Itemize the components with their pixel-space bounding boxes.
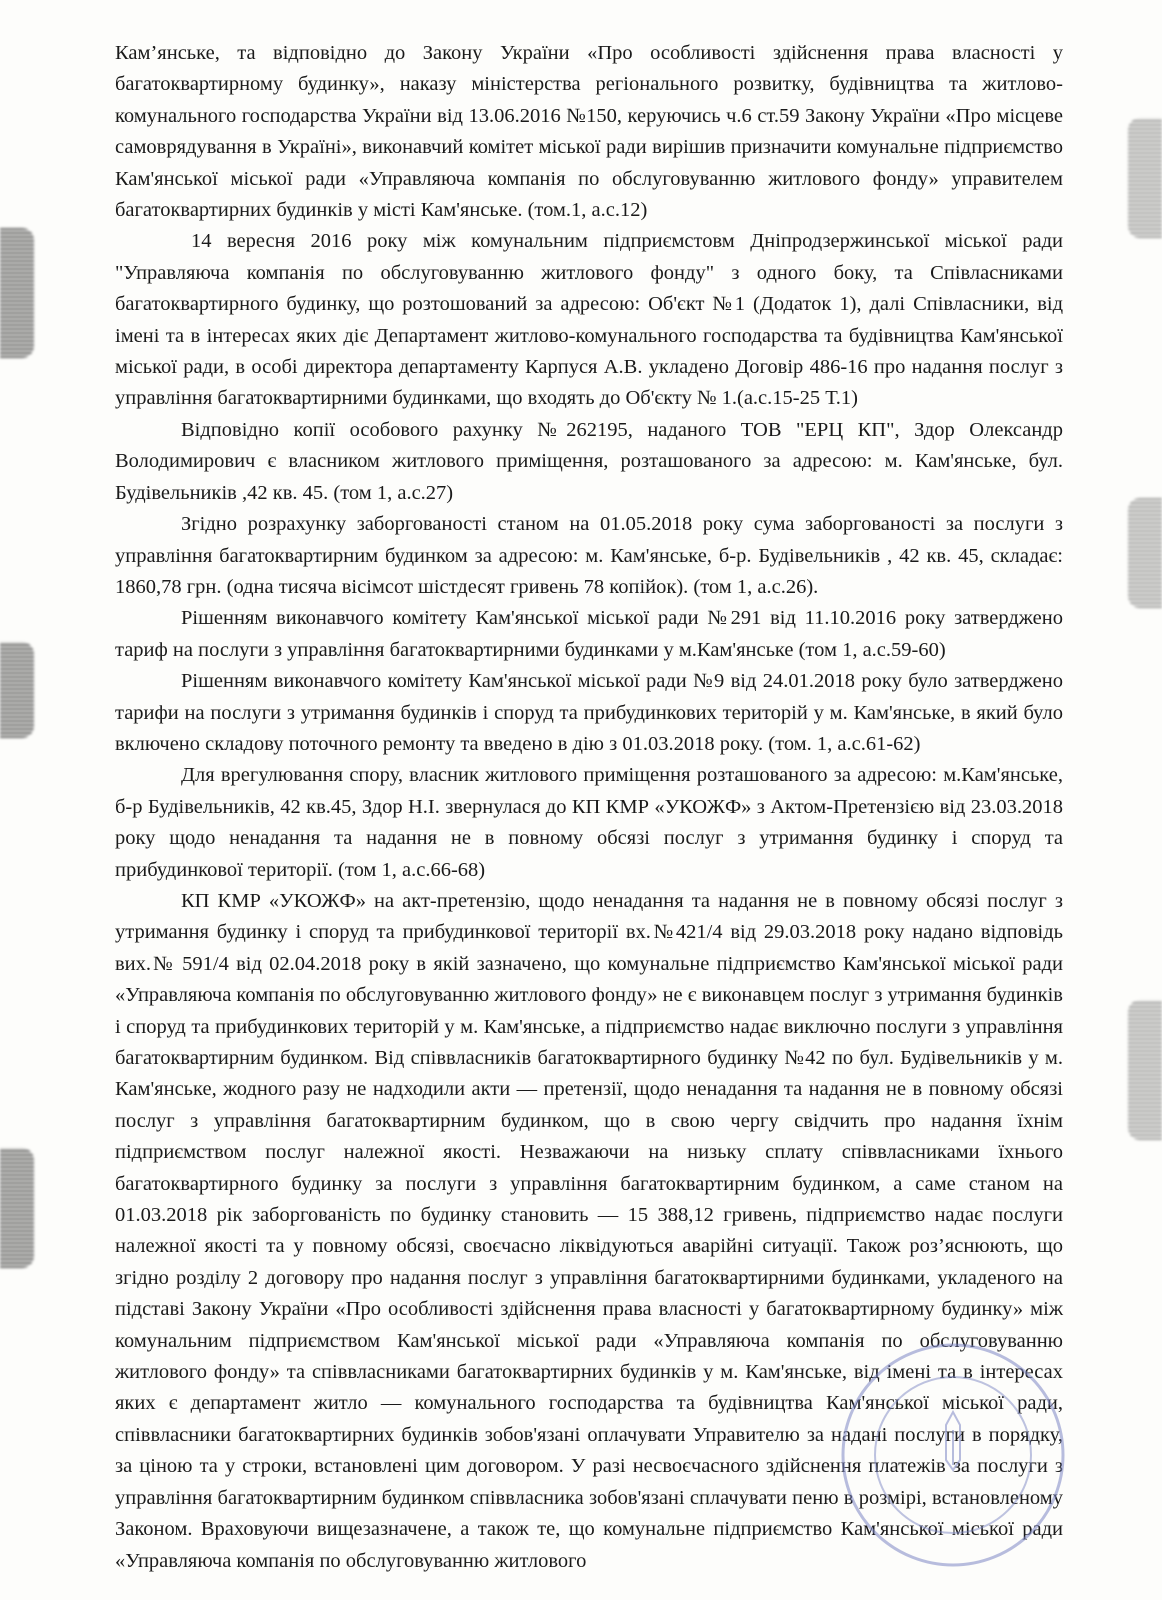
paragraph-5: Рішенням виконавчого комітету Кам'янської міської ради №291 від 11.10.2016 року затверджено тариф на послуги з управління багатоквартирними будинками у м.Кам'янське (том 1, а.с.59-60)	[115, 607, 1063, 661]
paragraph-7: Для врегулювання спору, власник житлового приміщення розташованого за адресою: м.Кам'янське, б-р Будівельників, 42 кв.45, Здор Н.І. звернулася до КП КМР «УКОЖФ» з Актом-Претензією від 23.03.2018 року щодо ненадання та надання не в повному обсязі послуг з утримання будинку і споруд та прибудинкової території. (том 1, а.с.66-68)	[115, 764, 1063, 881]
paragraph-2: 14 вересня 2016 року між комунальним підприємстовм Дніпродзержинської міської ради "Управляюча компанія по обслуговуванню житлового фонду" з одного боку, та Співласниками багатоквартирного будинку, що розтошований за адресою: Об'єкт №1 (Додаток 1), далі Співласники, від імені та в інтересах яких діє Департамент житлово-комунального господарства та будівництва Кам'янської міської ради, в особі директора департаменту Карпуся А.В. укладено Договір 486-16 про надання послуг з управління багатоквартирними будинками, що входять до Об'єкту № 1.(а.с.15-25 Т.1)	[115, 230, 1063, 410]
scan-shadow-right-3	[1128, 1000, 1162, 1140]
paragraph-1: Кам’янське, та відповідно до Закону України «Про особливості здійснення права власності у багатоквартирному будинку», наказу міністерства регіонального розвитку, будівництва та житлово-комунального господарства України від 13.06.2016 №150, керуючись ч.6 ст.59 Закону України «Про місцеве самоврядування в Україні», виконавчий комітет міської ради вирішив призначити комунальне підприємство Кам'янської міської ради «Управляюча компанія по обслуговуванню житлового фонду» управителем багатоквартирних будинків у місті Кам'янське. (том.1, а.с.12)	[115, 42, 1063, 222]
scan-shadow-left-2	[0, 642, 34, 738]
scan-shadow-left-1	[0, 228, 34, 358]
official-seal-stamp	[828, 1330, 1078, 1580]
paragraph-6: Рішенням виконавчого комітету Кам'янської міської ради №9 від 24.01.2018 року було затверджено тарифи на послуги з утримання будинків і споруд та прибудинкових територій у м. Кам'янське, в який було включено складову поточного ремонту та введено в дію з 01.03.2018 року. (том. 1, а.с.61-62)	[115, 670, 1063, 755]
scan-shadow-right-2	[1128, 498, 1162, 608]
paragraph-8: КП КМР «УКОЖФ» на акт-претензію, щодо ненадання та надання не в повному обсязі послуг з утримання будинку і споруд та прибудинкової території вх.№421/4 від 29.03.2018 року надано відповідь вих.№ 591/4 від 02.04.2018 року в якій зазначено, що комунальне підприємство Кам'янської міської ради «Управляюча компанія по обслуговуванню житлового фонду» не є виконавцем послуг з утримання будинків і споруд та прибудинкових територій у м. Кам'янське, а підприємство надає виключно послуги з управління багатоквартирним будинком. Від співвласників багатоквартирного будинку №42 по бул. Будівельників у м. Кам'янське, жодного разу не надходили акти — претензії, щодо ненадання та надання не в повному обсязі послуг з управління багатоквартирним будинком, що в свою чергу свідчить про надання їхнім підприємством послуг належної якості. Незважаючи на низьку сплату співвласниками їхнього багатоквартирного будинку за послуги з управління багатоквартирним будинком, а саме станом на 01.03.2018 рік заборгованість по будинку становить — 15 388,12 гривень, підприємство надає послуги належної якості та у повному обсязі, своєчасно ліквідуються аварійні ситуації. Також роз’яснюють, що згідно розділу 2 договору про надання послуг з управління багатоквартирними будинками, укладеного на підставі Закону України «Про особливості здійснення права власності у багатоквартирному будинку» між комунальним підприємством Кам'янської міської ради «Управляюча компанія по обслуговуванню житлового фонду» та співвласниками багатоквартирних будинків у м. Кам'янське, від імені та в інтересах яких є департамент житло — комунального господарства та будівництва Кам'янської міської ради, співвласники багатоквартирних будинків зобов'язані оплачувати Управителю за надані послуги в порядку, за ціною та у строки, встановлені цим договором. У разі несвоєчасного здійснення платежів за послуги з управління багатоквартирним будинком співвласника зобов'язані сплачувати пеню в розмірі, встановленому Законом. Враховуючи вищезазначене, а також те, що комунальне підприємство Кам'янської міської ради «Управляюча компанія по обслуговуванню житлового	[115, 889, 1063, 1572]
scan-shadow-right-1	[1128, 118, 1162, 238]
paragraph-4: Згідно розрахунку заборгованості станом на 01.05.2018 року сума заборгованості за послуги з управління багатоквартирним будинком за адресою: м. Кам'янське, б-р. Будівельників , 42 кв. 45, складає: 1860,78 грн. (одна тисяча вісімсот шістдесят гривень 78 копійок). (том 1, а.с.26).	[115, 513, 1063, 598]
scan-shadow-left-3	[0, 1148, 34, 1268]
paragraph-3: Відповідно копії особового рахунку №262195, наданого ТОВ "ЕРЦ КП", Здор Олександр Володимирович є власником житлового приміщення, розташованого за адресою: м. Кам'янське, бул. Будівельників ,42 кв. 45. (том 1, а.с.27)	[115, 418, 1063, 504]
